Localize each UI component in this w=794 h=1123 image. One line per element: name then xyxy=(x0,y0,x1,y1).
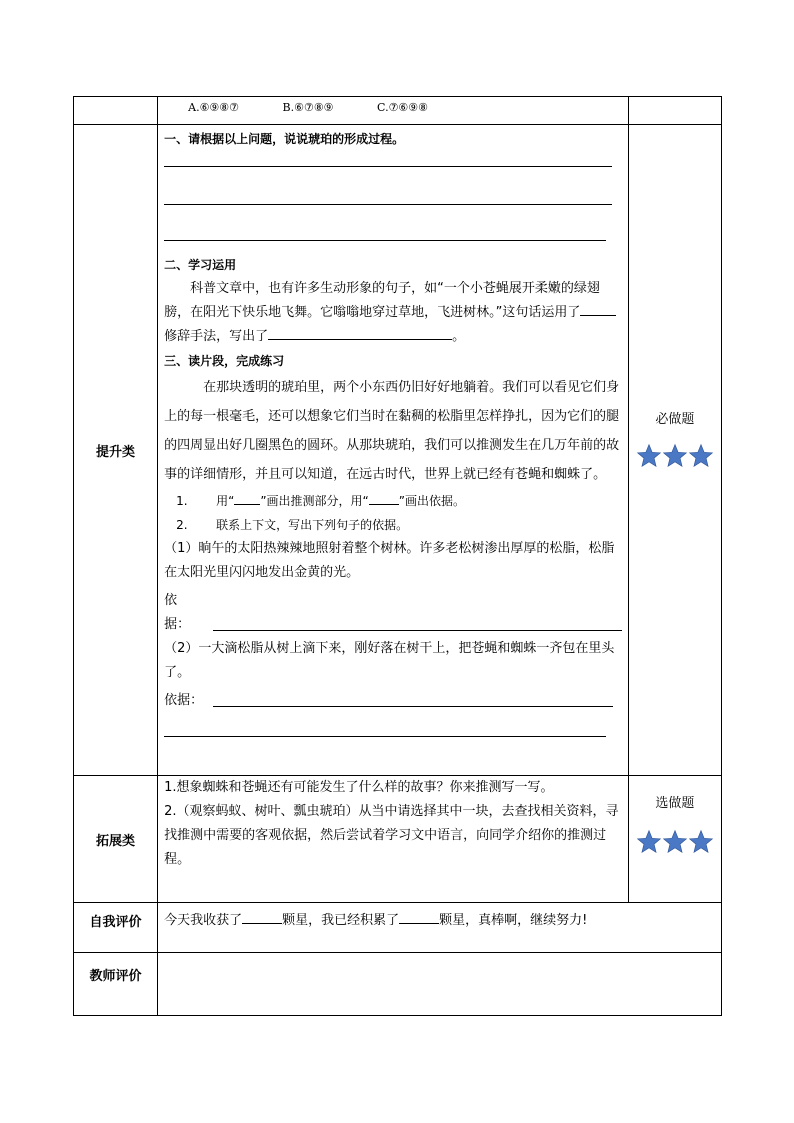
self-eval-label: 自我评价 xyxy=(89,915,142,930)
self-eval-text-3: 颗星，真棒啊，继续努力! xyxy=(439,913,588,928)
empty-cell xyxy=(628,97,721,125)
exercise-1-text-c: ”画出依据。 xyxy=(398,494,465,508)
total-star-input[interactable] xyxy=(399,923,439,924)
extend-category: 拓展类 xyxy=(96,833,136,849)
exercise-1 xyxy=(164,489,622,513)
extend-category-cell xyxy=(74,776,158,903)
improve-category-cell xyxy=(74,125,158,776)
extend-content-cell xyxy=(158,776,629,903)
improve-tag: 必做题 xyxy=(655,412,695,427)
star-count-input[interactable] xyxy=(242,923,282,924)
basis-2-input[interactable] xyxy=(213,706,613,707)
self-eval-text-2: 颗星，我已经积累了 xyxy=(282,913,400,928)
worksheet xyxy=(73,96,723,1016)
question-2-body: 科普文章中，也有许多生动形象的句子，如“一个小苍蝇展开柔嫩的绿翅膀，在阳光下快乐地飞舞。它嗡嗡地穿过草地，飞进树林。”这句话运用了 xyxy=(164,281,600,320)
improve-row xyxy=(74,125,722,776)
empty-cell xyxy=(74,97,158,125)
improve-category: 提升类 xyxy=(96,444,136,460)
option-b[interactable]: B.⑥⑦⑧⑨ xyxy=(282,101,334,114)
question-1-heading: 一、请根据以上问题，说说琥珀的形成过程。 xyxy=(164,132,405,146)
worksheet-table xyxy=(73,96,722,1016)
sub-question-2: （2）一大滴松脂从树上滴下来，刚好落在树干上，把苍蝇和蜘蛛一齐包在里头了。 xyxy=(164,641,615,680)
self-eval-text xyxy=(158,903,721,928)
option-a[interactable]: A.⑥⑨⑧⑦ xyxy=(188,101,240,114)
star-icon xyxy=(636,829,662,855)
answer-line[interactable] xyxy=(164,735,606,737)
question-2-heading: 二、学习运用 xyxy=(164,258,237,272)
options-cell xyxy=(158,97,629,125)
improve-stars xyxy=(629,443,721,469)
self-eval-content-cell xyxy=(158,903,722,953)
teacher-eval-content-cell[interactable] xyxy=(158,953,722,1016)
exercise-1-number: 1. xyxy=(176,494,188,508)
exercise-2 xyxy=(164,513,622,537)
underline-sample xyxy=(234,504,260,505)
star-icon xyxy=(688,829,714,855)
fill-blank[interactable] xyxy=(580,315,616,316)
extend-tag-cell xyxy=(628,776,721,903)
extend-row xyxy=(74,776,722,903)
extend-stars xyxy=(629,829,721,855)
teacher-eval-label: 教师评价 xyxy=(89,969,142,984)
star-icon xyxy=(636,443,662,469)
exercise-1-text-a: 用“ xyxy=(216,494,235,508)
star-icon xyxy=(688,443,714,469)
basis-1-label: 依据： xyxy=(164,593,191,632)
basis-1-input[interactable] xyxy=(213,630,622,631)
teacher-eval-label-cell xyxy=(74,953,158,1016)
self-eval-row xyxy=(74,903,722,953)
exercise-2-number: 2. xyxy=(176,518,188,532)
fill-blank[interactable] xyxy=(268,339,452,340)
sub-question-1: （1）晌午的太阳热辣辣地照射着整个树林。许多老松树渗出厚厚的松脂，松脂在太阳光里闪闪地发出金黄的光。 xyxy=(164,541,615,580)
question-2-text xyxy=(164,277,622,349)
exercise-1-text-b: ”画出推测部分，用“ xyxy=(260,494,369,508)
question-2-end: 。 xyxy=(452,329,466,344)
self-eval-label-cell xyxy=(74,903,158,953)
extend-task-2: 2.（观察蚂蚁、树叶、瓢虫琥珀）从当中请选择其中一块，去查找相关资料，寻找推测中需要的客观依据，然后尝试着学习文中语言，向同学介绍你的推测过程。 xyxy=(164,804,619,867)
extend-task-1: 1.想象蜘蛛和苍蝇还有可能发生了什么样的故事？你来推测写一写。 xyxy=(164,780,554,795)
question-3-heading: 三、读片段，完成练习 xyxy=(164,354,285,368)
improve-tag-cell xyxy=(628,125,721,776)
star-icon xyxy=(662,829,688,855)
basis-1-row xyxy=(164,589,622,637)
options-row xyxy=(74,97,722,125)
basis-2-row xyxy=(164,689,622,713)
exercise-2-text: 联系上下文，写出下列句子的依据。 xyxy=(216,518,409,532)
improve-content-cell xyxy=(158,125,629,776)
star-icon xyxy=(662,443,688,469)
self-eval-text-1: 今天我收获了 xyxy=(164,913,243,928)
reading-passage: 在那块透明的琥珀里，两个小东西仍旧好好地躺着。我们可以看见它们身上的每一根毫毛，还可以想象它们当时在黏稠的松脂里怎样挣扎，因为它们的腿的四周显出好几圈黑色的圆环。从那块琥珀，我们可以推测发生在几万年前的故事的详细情形，并且可以知道，在远古时代，世界上就已经有苍蝇和蜘蛛了。 xyxy=(164,380,620,482)
teacher-eval-row xyxy=(74,953,722,1016)
question-2-mid: 修辞手法，写出了 xyxy=(164,329,269,344)
underline-sample xyxy=(369,504,399,505)
option-c[interactable]: C.⑦⑥⑨⑧ xyxy=(377,101,429,114)
extend-tag: 选做题 xyxy=(655,796,695,811)
basis-2-label: 依据： xyxy=(164,693,204,708)
